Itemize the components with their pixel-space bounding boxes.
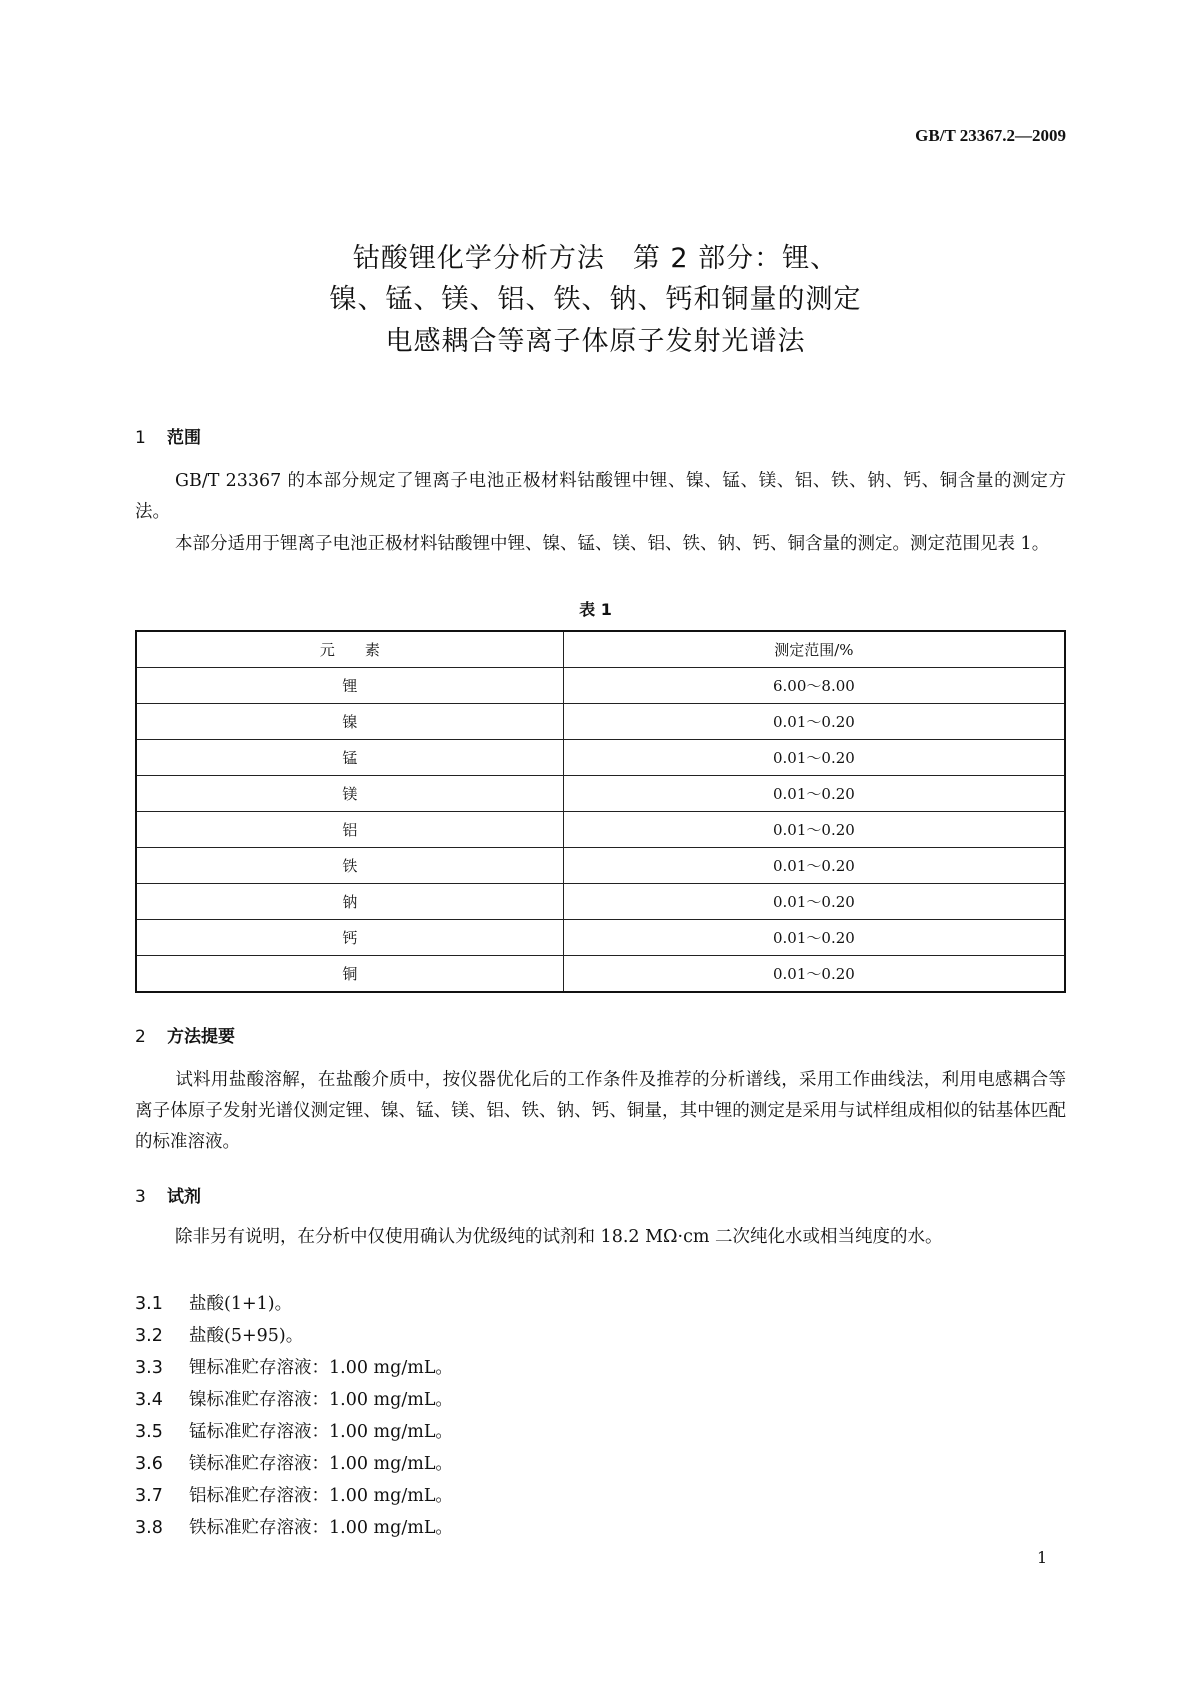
table-row (136, 812, 1065, 848)
element-cell: 铁 (136, 848, 563, 884)
paragraph-text: 试料用盐酸溶解，在盐酸介质中，按仪器优化后的工作条件及推荐的分析谱线，采用工作曲线法，利用电感耦合等离子体原子发射光谱仪测定锂、镍、锰、镁、铝、铁、钠、钙、铜量，其中锂的测定是采用与试样组成相似的钴基体匹配的标准溶液。 (135, 1070, 1066, 1152)
reagent-number: 3.1 (135, 1294, 163, 1314)
reagent-number: 3.8 (135, 1518, 163, 1538)
paragraph-text: GB/T 23367 的本部分规定了锂离子电池正极材料钴酸锂中锂、镍、锰、镁、铝、铁、钠、钙、铜含量的测定方法。 (135, 471, 1066, 522)
reagent-text: 盐酸(5+95)。 (189, 1326, 304, 1346)
reagent-text: 镁标准贮存溶液：1.00 mg/mL。 (189, 1454, 453, 1474)
reagent-text: 铁标准贮存溶液：1.00 mg/mL。 (189, 1518, 453, 1538)
range-cell: 0.01～0.20 (563, 776, 1065, 812)
title-line-3: 电感耦合等离子体原子发射光谱法 (385, 326, 806, 357)
section-1-heading (135, 423, 201, 448)
paragraph (135, 1065, 1066, 1158)
table-row (136, 704, 1065, 740)
reagent-number: 3.2 (135, 1326, 163, 1346)
reagent-item (135, 1482, 453, 1507)
reagent-text: 镍标准贮存溶液：1.00 mg/mL。 (189, 1390, 453, 1410)
element-cell: 铜 (136, 956, 563, 993)
range-cell: 0.01～0.20 (563, 812, 1065, 848)
table-row (136, 776, 1065, 812)
paragraph-text: 除非另有说明，在分析中仅使用确认为优级纯的试剂和 18.2 MΩ·cm 二次纯化水或相当纯度的水。 (175, 1227, 943, 1247)
measurement-range-table (135, 630, 1066, 993)
table-caption: 表 1 (579, 600, 612, 619)
reagent-text: 铝标准贮存溶液：1.00 mg/mL。 (189, 1486, 453, 1506)
title-line-2: 镍、锰、镁、铝、铁、钠、钙和铜量的测定 (329, 284, 862, 315)
range-cell: 0.01～0.20 (563, 920, 1065, 956)
section-3-heading (135, 1182, 201, 1207)
reagent-number: 3.7 (135, 1486, 163, 1506)
standard-number: GB/T 23367.2—2009 (915, 126, 1066, 145)
table-row (136, 956, 1065, 993)
paragraph (135, 466, 1066, 528)
reagent-text: 锂标准贮存溶液：1.00 mg/mL。 (189, 1358, 453, 1378)
reagent-item (135, 1354, 453, 1379)
section-number: 2 (135, 1027, 146, 1047)
reagent-item (135, 1290, 292, 1315)
table-row (136, 668, 1065, 704)
element-cell: 镍 (136, 704, 563, 740)
section-2-heading (135, 1022, 235, 1047)
element-cell: 钠 (136, 884, 563, 920)
element-cell: 镁 (136, 776, 563, 812)
reagent-item (135, 1514, 453, 1539)
table-row (136, 884, 1065, 920)
section-number: 1 (135, 428, 146, 448)
reagent-text: 盐酸(1+1)。 (189, 1294, 293, 1314)
range-cell: 6.00～8.00 (563, 668, 1065, 704)
element-cell: 钙 (136, 920, 563, 956)
column-header: 元 素 (136, 631, 563, 668)
element-cell: 锰 (136, 740, 563, 776)
reagent-item (135, 1418, 453, 1443)
reagent-item (135, 1450, 453, 1475)
reagent-item (135, 1322, 303, 1347)
table-row (136, 740, 1065, 776)
reagent-number: 3.5 (135, 1422, 163, 1442)
table-row (136, 920, 1065, 956)
title-line-1: 钴酸锂化学分析方法 第 2 部分：锂、 (352, 243, 839, 274)
reagent-number: 3.6 (135, 1454, 163, 1474)
range-cell: 0.01～0.20 (563, 884, 1065, 920)
section-title: 范围 (167, 428, 201, 448)
reagent-number: 3.4 (135, 1390, 163, 1410)
reagent-text: 锰标准贮存溶液：1.00 mg/mL。 (189, 1422, 453, 1442)
range-cell: 0.01～0.20 (563, 848, 1065, 884)
section-title: 试剂 (167, 1187, 201, 1207)
reagent-item (135, 1386, 453, 1411)
section-number: 3 (135, 1187, 146, 1207)
element-cell: 铝 (136, 812, 563, 848)
element-cell: 锂 (136, 668, 563, 704)
range-cell: 0.01～0.20 (563, 740, 1065, 776)
paragraph (135, 1222, 1066, 1253)
paragraph (135, 529, 1066, 560)
page-number: 1 (1037, 1548, 1048, 1567)
range-cell: 0.01～0.20 (563, 956, 1065, 993)
range-cell: 0.01～0.20 (563, 704, 1065, 740)
column-header: 测定范围/% (563, 631, 1065, 668)
table-header-row (136, 631, 1065, 668)
reagent-number: 3.3 (135, 1358, 163, 1378)
table-row (136, 848, 1065, 884)
section-title: 方法提要 (167, 1027, 235, 1047)
paragraph-text: 本部分适用于锂离子电池正极材料钴酸锂中锂、镍、锰、镁、铝、铁、钠、钙、铜含量的测定。测定范围见表 1。 (175, 534, 1050, 554)
